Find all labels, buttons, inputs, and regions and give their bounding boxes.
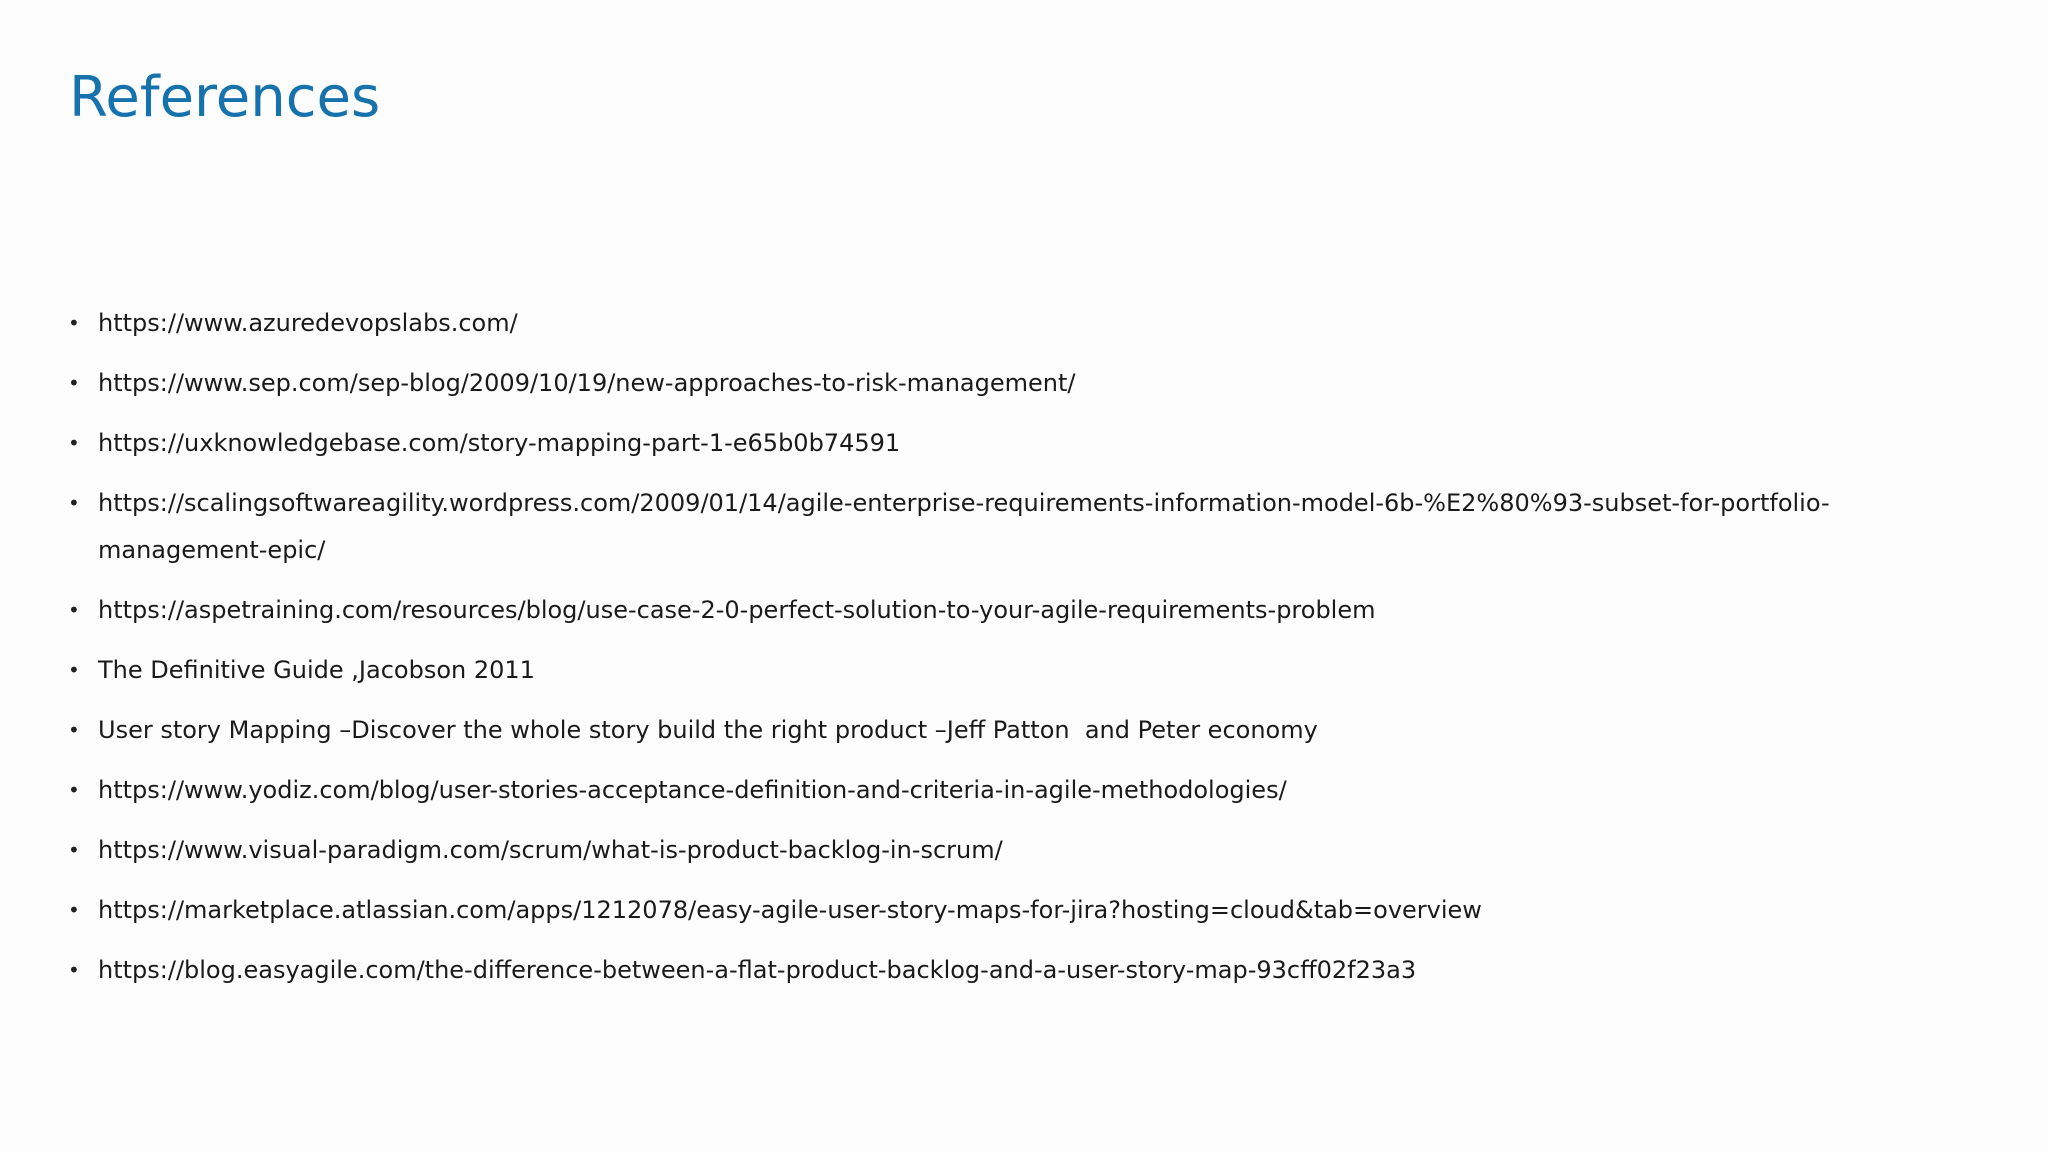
bullet-icon: • [68, 838, 80, 862]
reference-item [0, 360, 2048, 407]
reference-item [0, 707, 2048, 754]
reference-text: https://www.azuredevopslabs.com/ [98, 309, 518, 337]
slide-title: References [69, 65, 381, 130]
references-list [0, 300, 2048, 1007]
reference-text: https://www.sep.com/sep-blog/2009/10/19/new-approaches-to-risk-management/ [98, 369, 1076, 397]
reference-item [0, 887, 2048, 934]
reference-item [0, 420, 2048, 467]
bullet-icon: • [68, 431, 80, 455]
reference-text: https://uxknowledgebase.com/story-mapping-part-1-e65b0b74591 [98, 429, 901, 457]
reference-item [0, 947, 2048, 994]
bullet-icon: • [68, 718, 80, 742]
bullet-icon: • [68, 371, 80, 395]
bullet-icon: • [68, 898, 80, 922]
reference-text: https://aspetraining.com/resources/blog/use-case-2-0-perfect-solution-to-your-agile-requirements-problem [98, 596, 1376, 624]
bullet-icon: • [68, 491, 80, 515]
reference-text: User story Mapping –Discover the whole story build the right product –Jeff Patton and Peter economy [98, 716, 1318, 744]
reference-item [0, 300, 2048, 347]
bullet-icon: • [68, 311, 80, 335]
bullet-icon: • [68, 658, 80, 682]
reference-text: The Definitive Guide ,Jacobson 2011 [98, 656, 535, 684]
bullet-icon: • [68, 778, 80, 802]
reference-text: https://www.yodiz.com/blog/user-stories-acceptance-definition-and-criteria-in-agile-methodologies/ [98, 776, 1287, 804]
bullet-icon: • [68, 958, 80, 982]
reference-text: https://www.visual-paradigm.com/scrum/what-is-product-backlog-in-scrum/ [98, 836, 1003, 864]
reference-item [0, 480, 2048, 574]
reference-text: https://blog.easyagile.com/the-difference-between-a-flat-product-backlog-and-a-user-story-map-93cff02f23a3 [98, 956, 1417, 984]
reference-item [0, 767, 2048, 814]
bullet-icon: • [68, 598, 80, 622]
reference-text: https://marketplace.atlassian.com/apps/1212078/easy-agile-user-story-maps-for-jira?hosting=cloud&tab=overview [98, 896, 1482, 924]
reference-text: https://scalingsoftwareagility.wordpress.com/2009/01/14/agile-enterprise-requirements-information-model-6b-%E2%80%93-subset-for-portfolio-management-epic/ [98, 489, 1830, 564]
reference-item [0, 827, 2048, 874]
reference-item [0, 647, 2048, 694]
reference-item [0, 587, 2048, 634]
